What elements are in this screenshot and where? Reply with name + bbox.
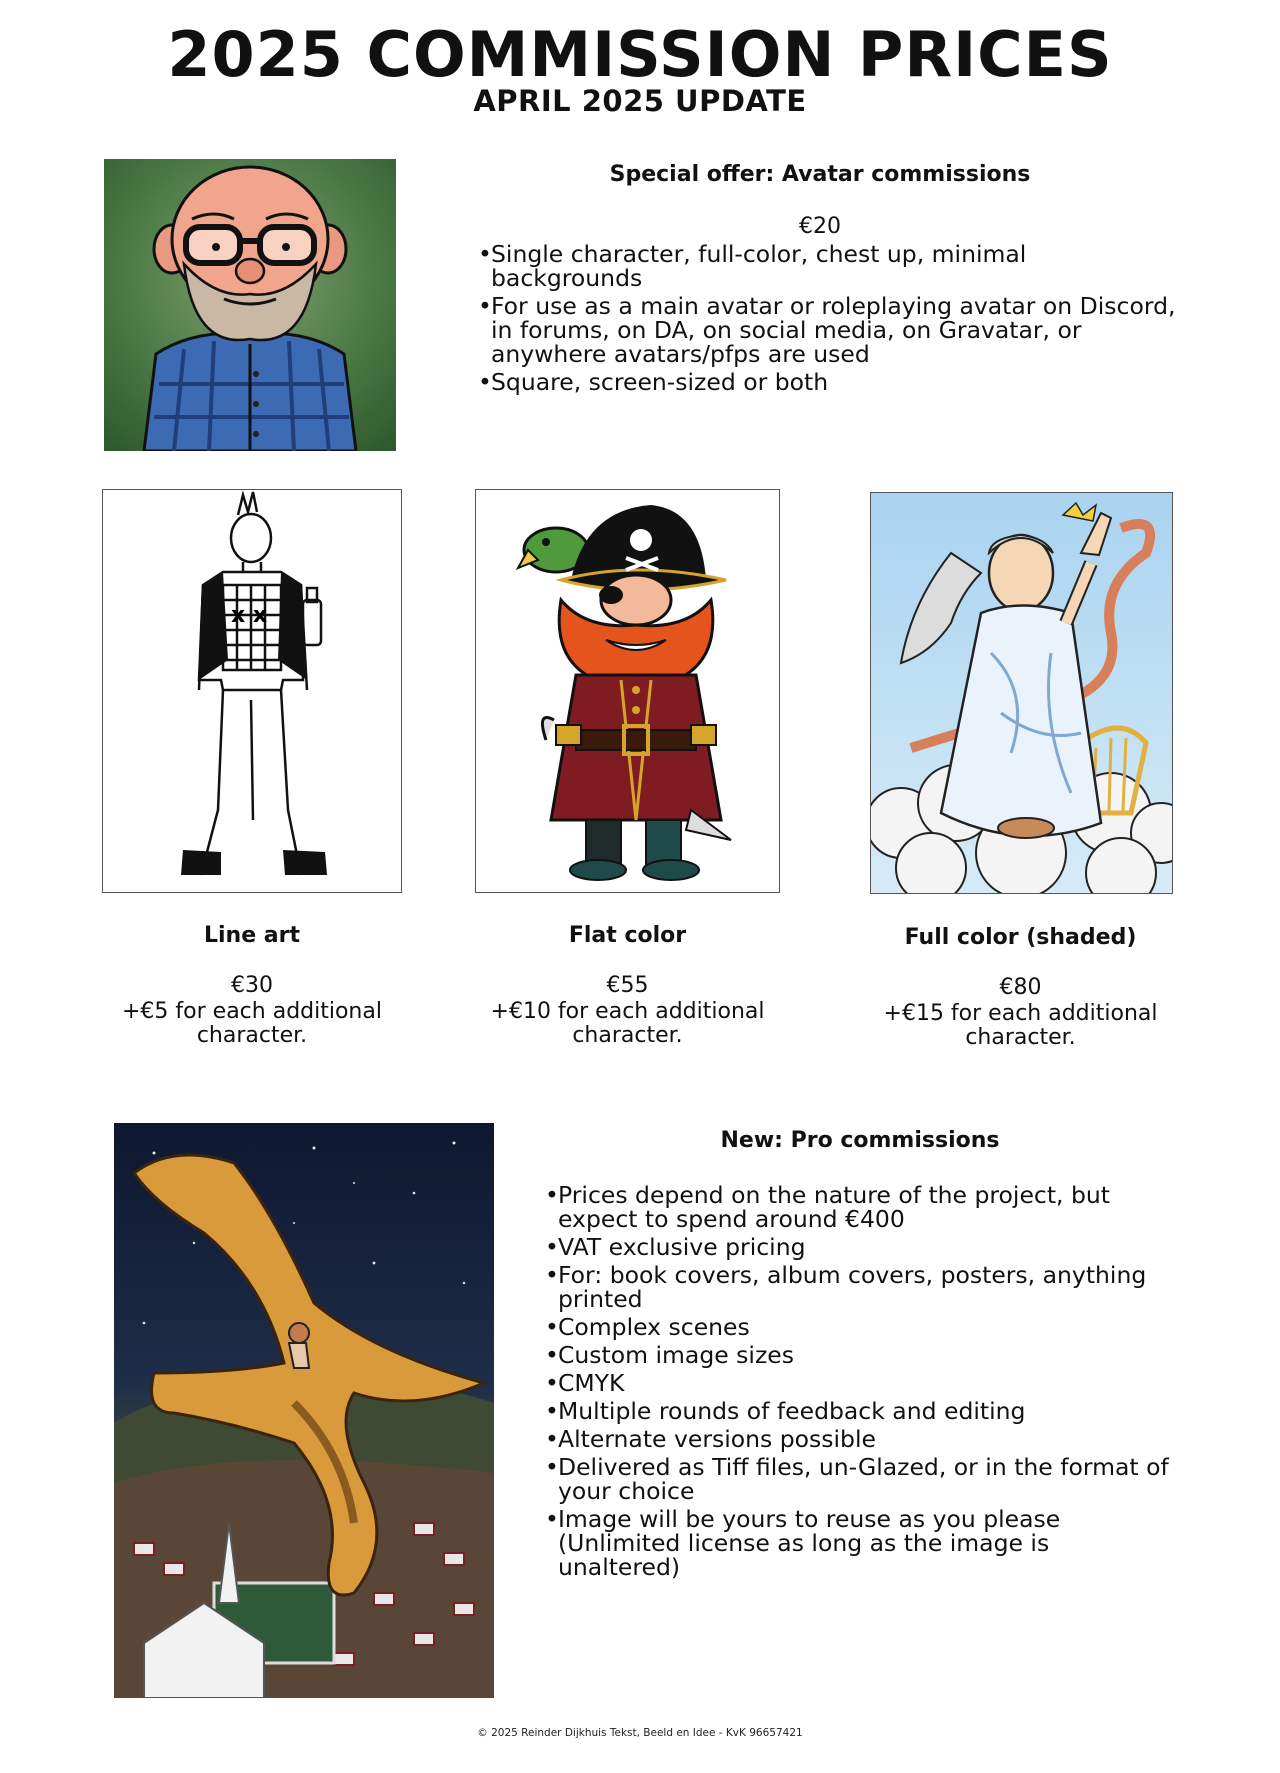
tier-flat-color-price: €55 bbox=[606, 973, 649, 998]
pro-bullet: • For: book covers, album covers, posters, anything printed bbox=[545, 1263, 1175, 1311]
tier-full-color-price: €80 bbox=[999, 975, 1042, 1000]
tier-flat-color-extra: +€10 for each additional character. bbox=[490, 999, 765, 1048]
pro-commission-details bbox=[545, 1183, 1175, 1583]
tier-line-art-price: €30 bbox=[231, 973, 273, 998]
avatar-offer-details bbox=[478, 242, 1178, 398]
page-subtitle: APRIL 2025 UPDATE bbox=[473, 84, 807, 118]
avatar-offer-price: €20 bbox=[799, 214, 841, 239]
pro-bullet: • Multiple rounds of feedback and editing bbox=[545, 1399, 1175, 1423]
tier-line-art-extra: +€5 for each additional character. bbox=[122, 999, 382, 1048]
page-title: 2025 COMMISSION PRICES bbox=[167, 18, 1113, 91]
full-color-example-image bbox=[870, 492, 1173, 894]
pro-bullet: • Alternate versions possible bbox=[545, 1427, 1175, 1451]
line-art-example-image bbox=[102, 489, 402, 893]
pro-bullet: • Custom image sizes bbox=[545, 1343, 1175, 1367]
pro-bullet: • Complex scenes bbox=[545, 1315, 1175, 1339]
svg-text:x x: x x bbox=[231, 603, 268, 628]
pro-commission-example-image bbox=[114, 1123, 494, 1698]
pro-commission-heading: New: Pro commissions bbox=[720, 1128, 1000, 1153]
tier-full-color-name: Full color (shaded) bbox=[904, 925, 1137, 950]
pro-bullet: • VAT exclusive pricing bbox=[545, 1235, 1175, 1259]
tier-full-color-extra: +€15 for each additional character. bbox=[883, 1001, 1158, 1050]
pro-bullet: • Prices depend on the nature of the project, but expect to spend around €400 bbox=[545, 1183, 1175, 1231]
avatar-offer-heading: Special offer: Avatar commissions bbox=[609, 162, 1031, 187]
pro-bullet: • Delivered as Tiff files, un-Glazed, or in the format of your choice bbox=[545, 1455, 1175, 1503]
avatar-bullet: • Square, screen-sized or both bbox=[478, 370, 1178, 394]
pro-bullet: • CMYK bbox=[545, 1371, 1175, 1395]
avatar-bullet: • For use as a main avatar or roleplaying avatar on Discord, in forums, on DA, on social media, on Gravatar, or anywhere avatars/pfps are used bbox=[478, 294, 1178, 366]
tier-flat-color-name: Flat color bbox=[568, 923, 687, 948]
pro-bullet: • Image will be yours to reuse as you please (Unlimited license as long as the image is unaltered) bbox=[545, 1507, 1175, 1579]
tier-line-art-name: Line art bbox=[203, 923, 300, 948]
avatar-example-image bbox=[104, 159, 396, 451]
avatar-bullet: • Single character, full-color, chest up, minimal backgrounds bbox=[478, 242, 1178, 290]
flat-color-example-image bbox=[475, 489, 780, 893]
copyright-footer: © 2025 Reinder Dijkhuis Tekst, Beeld en Idee - KvK 96657421 bbox=[477, 1727, 803, 1739]
